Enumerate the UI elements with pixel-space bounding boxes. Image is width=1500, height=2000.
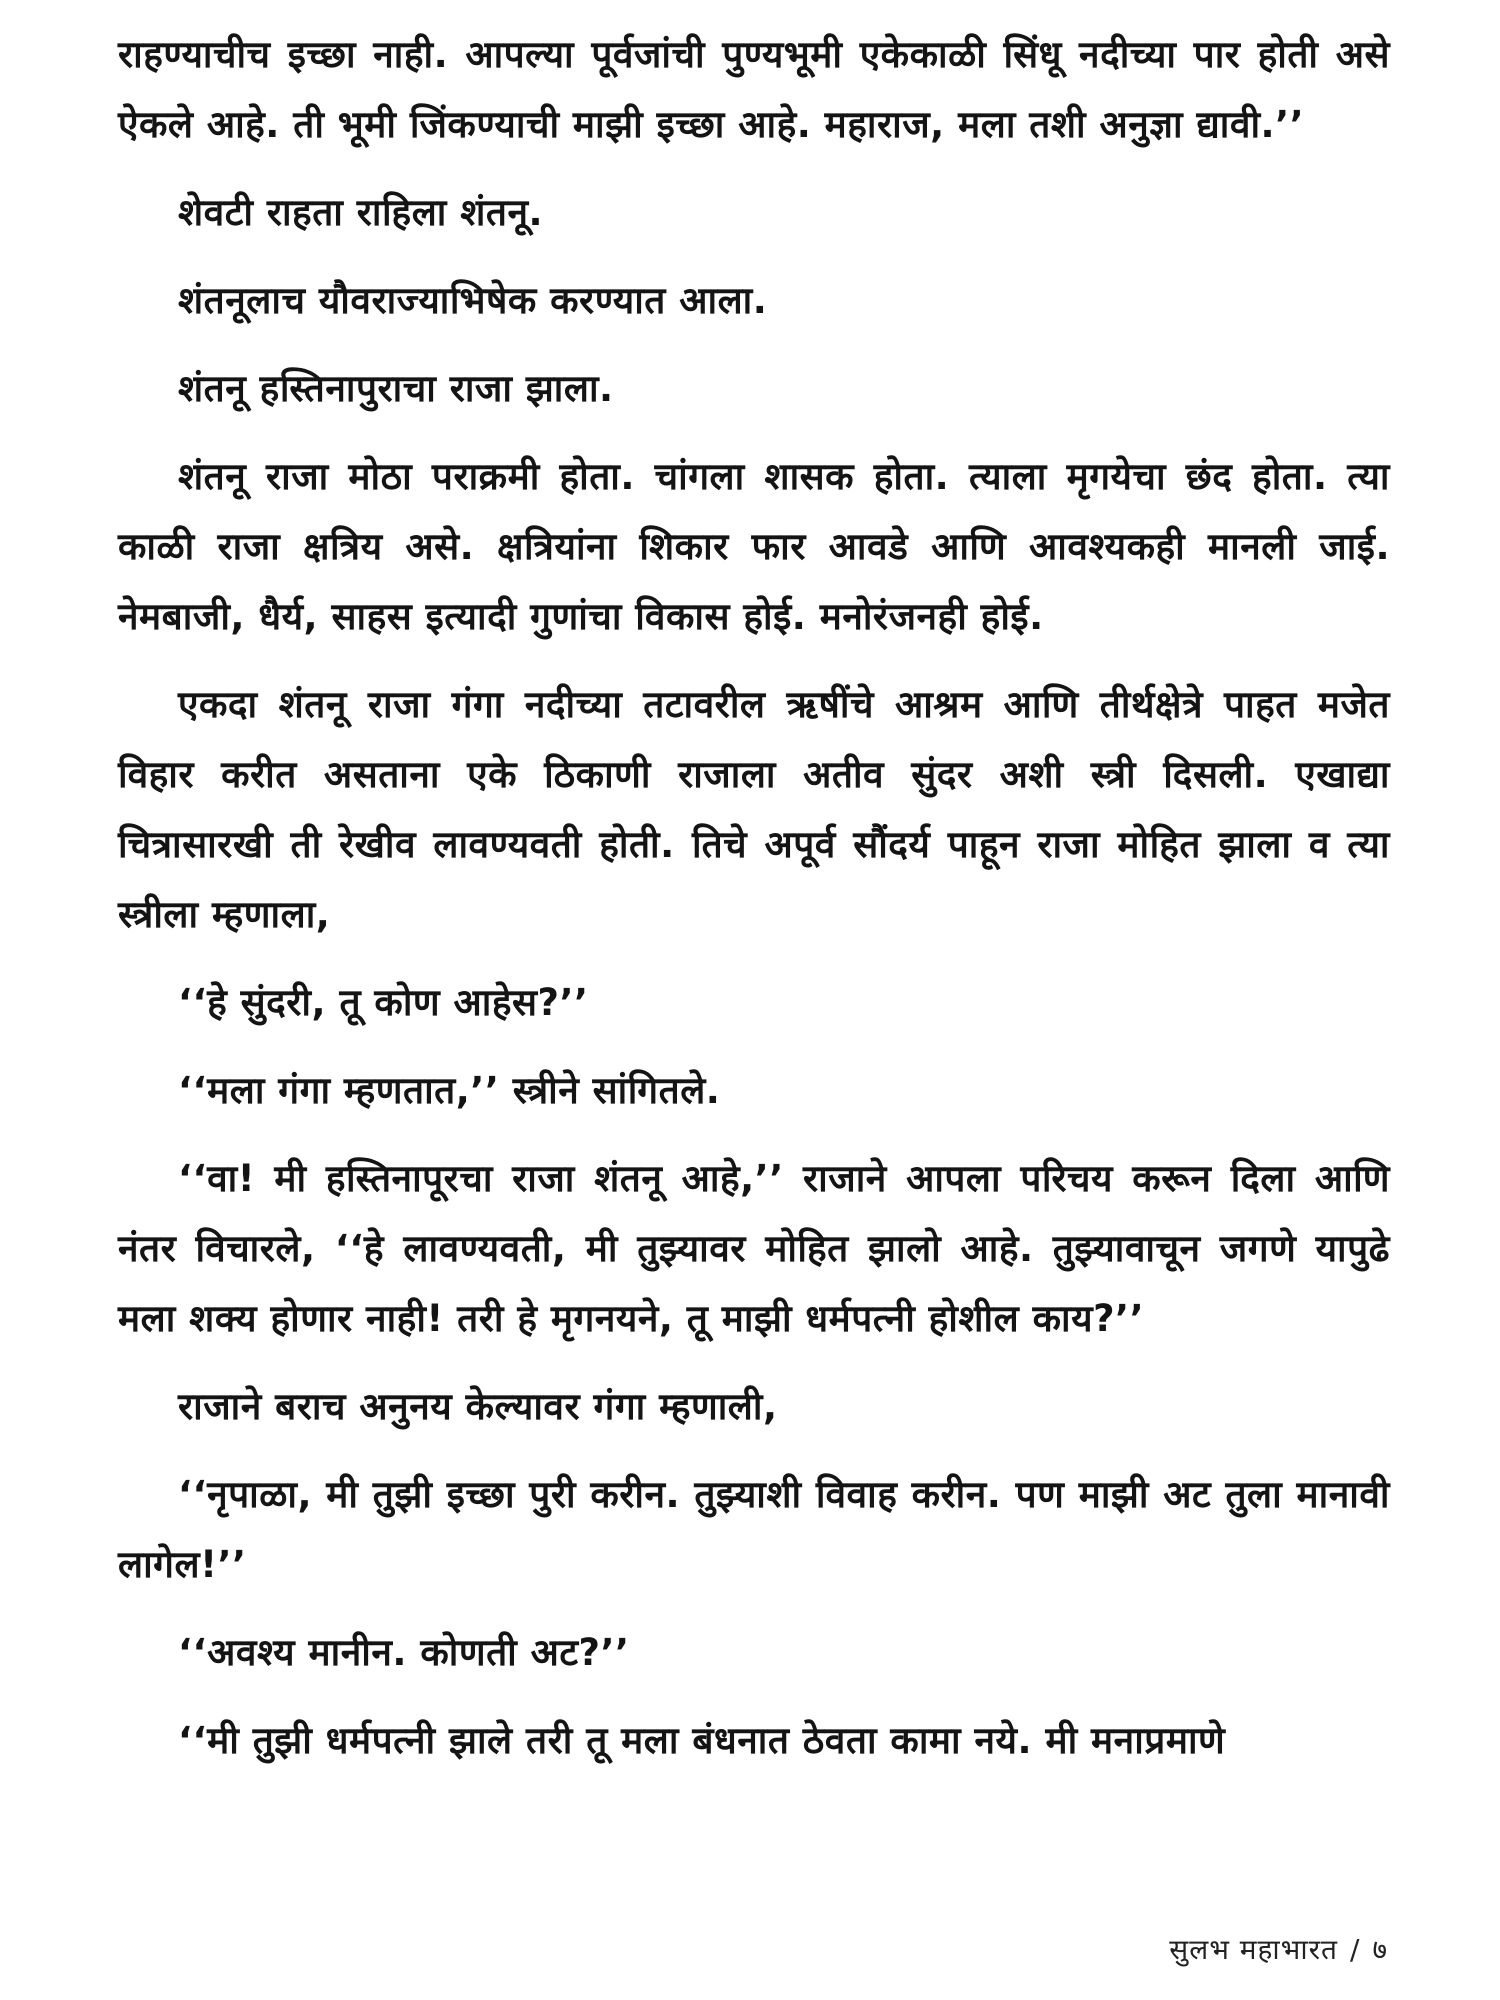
dialogue-paragraph: ‘‘मी तुझी धर्मपत्नी झाले तरी तू मला बंधनात ठेवता कामा नये. मी मनाप्रमाणे <box>178 1719 1226 1762</box>
book-title: सुलभ महाभारत <box>1169 1933 1338 1966</box>
paragraph: शंतनू राजा मोठा पराक्रमी होता. चांगला शासक होता. त्याला मृगयेचा छंद होता. त्या काळी राजा क्षत्रिय असे. क्षत्रियांना शिकार फार आवडे आणि आवश्यकही मानली जाई. नेमबाजी, धैर्य, साहस इत्यादी गुणांचा विकास होई. मनोरंजनही होई. <box>118 455 1390 638</box>
paragraph: एकदा शंतनू राजा गंगा नदीच्या तटावरील ऋषींचे आश्रम आणि तीर्थक्षेत्रे पाहत मजेत विहार करीत असताना एके ठिकाणी राजाला अतीव सुंदर अशी स्त्री दिसली. एखाद्या चित्रासारखी ती रेखीव लावण्यवती होती. तिचे अपूर्व सौंदर्य पाहून राजा मोहित झाला व त्या स्त्रीला म्हणाला, <box>118 683 1390 936</box>
footer-separator: / <box>1350 1933 1361 1966</box>
paragraph: शंतनू हस्तिनापुराचा राजा झाला. <box>178 367 614 410</box>
dialogue-paragraph: ‘‘हे सुंदरी, तू कोण आहेस?’’ <box>178 981 589 1024</box>
paragraph: शंतनूलाच यौवराज्याभिषेक करण्यात आला. <box>178 279 768 322</box>
page-footer <box>1169 1930 1388 1968</box>
dialogue-paragraph: ‘‘मला गंगा म्हणतात,’’ स्त्रीने सांगितले. <box>178 1069 721 1112</box>
paragraph-continuation: राहण्याचीच इच्छा नाही. आपल्या पूर्वजांची पुण्यभूमी एकेकाळी सिंधू नदीच्या पार होती असे ऐकले आहे. ती भूमी जिंकण्याची माझी इच्छा आहे. महाराज, मला तशी अनुज्ञा द्यावी.’’ <box>118 33 1390 146</box>
dialogue-paragraph: ‘‘नृपाळा, मी तुझी इच्छा पुरी करीन. तुझ्याशी विवाह करीन. पण माझी अट तुला मानावी लागेल!’’ <box>118 1473 1390 1586</box>
page-number: ७ <box>1372 1933 1388 1966</box>
dialogue-paragraph: ‘‘वा! मी हस्तिनापूरचा राजा शंतनू आहे,’’ राजाने आपला परिचय करून दिला आणि नंतर विचारले, ‘‘हे लावण्यवती, मी तुझ्यावर मोहित झालो आहे. तुझ्यावाचून जगणे यापुढे मला शक्य होणार नाही! तरी हे मृगनयने, तू माझी धर्मपत्नी होशील काय?’’ <box>118 1157 1390 1340</box>
paragraph: शेवटी राहता राहिला शंतनू. <box>178 191 544 234</box>
dialogue-paragraph: ‘‘अवश्य मानीन. कोणती अट?’’ <box>178 1631 630 1674</box>
page-body-text <box>118 20 1390 1794</box>
paragraph: राजाने बराच अनुनय केल्यावर गंगा म्हणाली, <box>178 1385 778 1428</box>
